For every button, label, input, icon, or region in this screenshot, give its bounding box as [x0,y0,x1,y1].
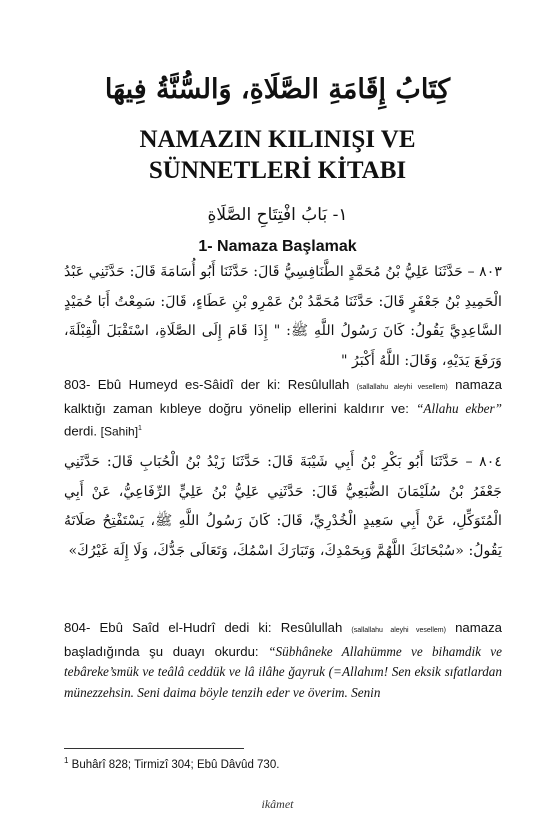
turkish-chapter-title: 1- Namaza Başlamak [198,238,357,255]
arabic-chapter-title: ١- بَابُ افْتِتَاحِ الصَّلَاةِ [207,205,348,225]
footnote-ref: 1 [138,425,142,432]
salawat-note: (sallallahu aleyhi vesellem) [356,384,448,391]
salawat-note: (sallallahu aleyhi vesellem) [351,627,446,634]
footnote-divider [64,748,244,749]
hadith-804-mid: namaza başladığında şu duayı okurdu: [64,620,503,659]
page-footer: ikâmet [261,797,294,811]
turkish-book-title-line2: SÜNNETLERİ KİTABI [148,157,407,184]
footnote-number: 1 [64,756,69,765]
arabic-book-title: كِتَابُ إِقَامَةِ الصَّلَاةِ، وَالسُّنَّةُ فِيهَا [104,74,451,105]
turkish-book-title [40,124,515,186]
hadith-803-intro: 803- Ebû Humeyd es-Sâidî der ki: Resûlullah [64,377,350,392]
hadith-803-end: derdi. [64,423,97,439]
turkish-book-title-line1: NAMAZIN KILINIŞI VE [139,126,416,153]
hadith-804-turkish [64,618,502,703]
hadith-803-turkish [64,375,502,442]
footnote [64,756,279,771]
hadith-804-intro: 804- Ebû Saîd el-Hudrî dedi ki: Resûlullah [64,620,343,635]
hadith-804-quote: “Sübhâneke Allahümme ve bihamdik ve tebâreke’smük ve teâlâ ceddük ve lâ ilâhe ğayruk (=Allahım! Sen eksik sıfatlardan münezzehsin. Seni daima böyle tenzih eder ve överim. Senin [64,643,502,700]
hadith-803-arabic: ٨٠٣ – حَدَّثَنَا عَلِيُّ بْنُ مُحَمَّدٍ الطَّنَافِسِيُّ قَالَ: حَدَّثَنَا أَبُو أُسَامَةَ قَالَ: حَدَّثَنِي عَبْدُ الْحَمِيدِ بْنُ جَعْفَرٍ قَالَ: حَدَّثَنَا مُحَمَّدُ بْنُ عَمْرِو بْنِ عَطَاءٍ، قَالَ: سَمِعْتُ أَبَا حُمَيْدٍ السَّاعِدِيَّ يَقُولُ: كَانَ رَسُولُ اللَّهِ ﷺ: " إِذَا قَامَ إِلَى الصَّلَاةِ، اسْتَقْبَلَ الْقِبْلَةَ، وَرَفَعَ يَدَيْهِ، وَقَالَ: اللَّهُ أَكْبَرُ " [64,264,502,369]
footnote-text: Buhârî 828; Tirmizî 304; Ebû Dâvûd 730. [71,758,280,771]
grade-badge: [Sahih] [100,424,139,439]
hadith-803-mid: namaza kalktığı zaman kıbleye doğru yönelip ellerini kaldırır ve: [64,377,502,416]
hadith-804-arabic: ٨٠٤ – حَدَّثَنَا أَبُو بَكْرِ بْنُ أَبِي شَيْبَةَ قَالَ: حَدَّثَنَا زَيْدُ بْنُ الْحُبَابِ قَالَ: حَدَّثَنِي جَعْفَرُ بْنُ سُلَيْمَانَ الضُّبَعِيُّ قَالَ: حَدَّثَنِي عَلِيُّ بْنُ عَلِيٍّ الرِّفَاعِيُّ، عَنْ أَبِي الْمُتَوَكِّلِ، عَنْ أَبِي سَعِيدٍ الْخُدْرِيِّ، قَالَ: كَانَ رَسُولُ اللَّهِ ﷺ، يَسْتَفْتِحُ صَلَاتَهُ يَقُولُ: «سُبْحَانَكَ اللَّهُمَّ وَبِحَمْدِكَ، وَتَبَارَكَ اسْمُكَ، وَتَعَالَى جَدُّكَ، وَلَا إِلَهَ غَيْرُكَ» [64,454,502,559]
hadith-803-quote: “Allahu ekber” [416,400,503,416]
